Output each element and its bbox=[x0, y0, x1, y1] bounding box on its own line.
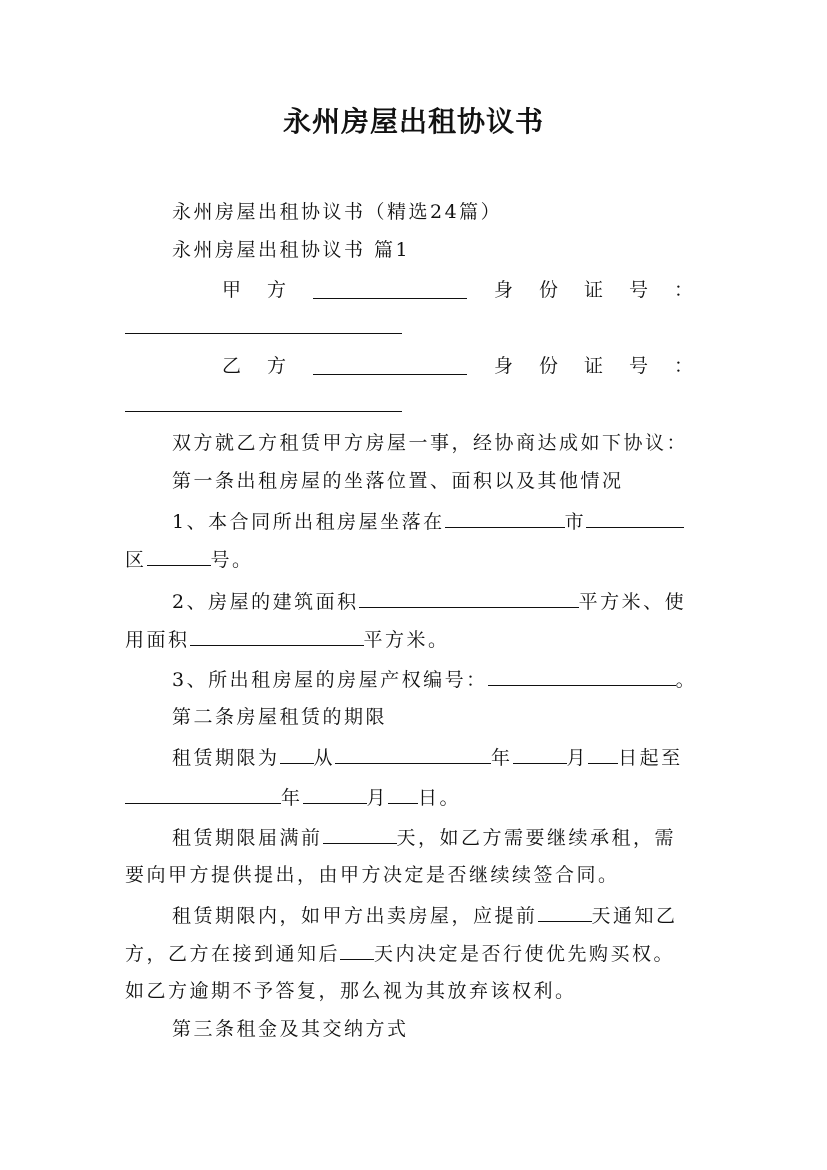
clause-3-text-b: 。 bbox=[675, 669, 698, 691]
clause-2-line-1 bbox=[172, 589, 686, 614]
article-1-heading: 第一条出租房屋的坐落位置、面积以及其他情况 bbox=[172, 470, 624, 492]
article-2-heading: 第二条房屋租赁的期限 bbox=[172, 706, 388, 728]
end-month-blank bbox=[303, 785, 367, 804]
article-3-heading: 第三条租金及其交纳方式 bbox=[172, 1018, 409, 1040]
sale-text-d: 天内决定是否行使优先购买权。 bbox=[374, 943, 676, 965]
start-month-blank bbox=[513, 745, 567, 764]
start-year-blank bbox=[335, 745, 491, 764]
clause-2-text-a: 2、房屋的建筑面积 bbox=[172, 591, 359, 613]
term-text-d: 月 bbox=[566, 747, 589, 769]
end-day-blank bbox=[388, 785, 418, 804]
sale-text-a: 租赁期限内，如甲方出卖房屋，应提前 bbox=[172, 905, 538, 927]
party-b-id-blank bbox=[125, 411, 402, 412]
clause-1-line-1 bbox=[172, 509, 684, 534]
party-b-name-blank bbox=[313, 374, 467, 375]
clause-1-text-c: 区 bbox=[125, 549, 147, 571]
renewal-line-2: 要向甲方提供提出，由甲方决定是否继续续签合同。 bbox=[125, 864, 620, 886]
sale-text-c: 方，乙方在接到通知后 bbox=[125, 943, 341, 965]
renewal-text-b: 天，如乙方需要继续承租，需 bbox=[396, 827, 677, 849]
end-year-blank bbox=[125, 785, 281, 804]
number-blank bbox=[147, 547, 211, 566]
term-text-e: 日起至 bbox=[618, 747, 683, 769]
sale-line-2 bbox=[125, 941, 675, 966]
party-a-label: 甲方 bbox=[222, 279, 313, 301]
renewal-days-blank bbox=[323, 825, 397, 844]
renewal-text-a: 租赁期限届满前 bbox=[172, 827, 323, 849]
clause-3-line bbox=[172, 667, 697, 692]
party-b-id-label: 身份证号： bbox=[494, 355, 720, 377]
sale-decide-days-blank bbox=[340, 941, 374, 960]
term-text-f: 年 bbox=[281, 787, 303, 809]
party-a-id-label: 身份证号： bbox=[494, 279, 720, 301]
clause-1-text-b: 市 bbox=[564, 511, 587, 533]
sale-line-1 bbox=[172, 903, 678, 928]
clause-3-text-a: 3、所出租房屋的房屋产权编号： bbox=[172, 669, 488, 691]
start-day-blank bbox=[588, 745, 618, 764]
clause-1-text-a: 1、本合同所出租房屋坐落在 bbox=[172, 511, 445, 533]
intro-line: 永州房屋出租协议书（精选24篇） bbox=[172, 201, 503, 223]
sale-notice-days-blank bbox=[538, 903, 592, 922]
term-text-b: 从 bbox=[313, 747, 336, 769]
party-a-name-blank bbox=[313, 298, 467, 299]
clause-2-line-2 bbox=[125, 627, 450, 652]
clause-1-text-d: 号。 bbox=[210, 549, 254, 571]
sale-text-b: 天通知乙 bbox=[591, 905, 678, 927]
district-blank-a bbox=[586, 509, 684, 528]
clause-2-text-d: 平方米。 bbox=[363, 629, 450, 651]
clause-2-text-b: 平方米、使 bbox=[578, 591, 687, 613]
term-line-2 bbox=[125, 785, 461, 810]
sale-line-3: 如乙方逾期不予答复，那么视为其放弃该权利。 bbox=[125, 980, 577, 1002]
term-text-h: 日。 bbox=[418, 787, 462, 809]
build-area-blank bbox=[359, 589, 579, 608]
city-blank bbox=[445, 509, 565, 528]
clause-2-text-c: 用面积 bbox=[125, 629, 190, 651]
subtitle-line: 永州房屋出租协议书 篇1 bbox=[172, 239, 411, 261]
property-number-blank bbox=[488, 667, 676, 686]
party-a-id-blank bbox=[125, 333, 402, 334]
term-length-blank bbox=[280, 745, 314, 764]
agreement-line: 双方就乙方租赁甲方房屋一事，经协商达成如下协议： bbox=[172, 432, 689, 454]
term-line-1 bbox=[172, 745, 683, 770]
document-title: 永州房屋出租协议书 bbox=[282, 105, 544, 138]
term-text-c: 年 bbox=[491, 747, 513, 769]
term-text-a: 租赁期限为 bbox=[172, 747, 280, 769]
term-text-g: 月 bbox=[366, 787, 389, 809]
renewal-line-1 bbox=[172, 825, 676, 850]
party-b-label: 乙方 bbox=[222, 355, 313, 377]
clause-1-line-2 bbox=[125, 547, 254, 572]
use-area-blank bbox=[190, 627, 364, 646]
